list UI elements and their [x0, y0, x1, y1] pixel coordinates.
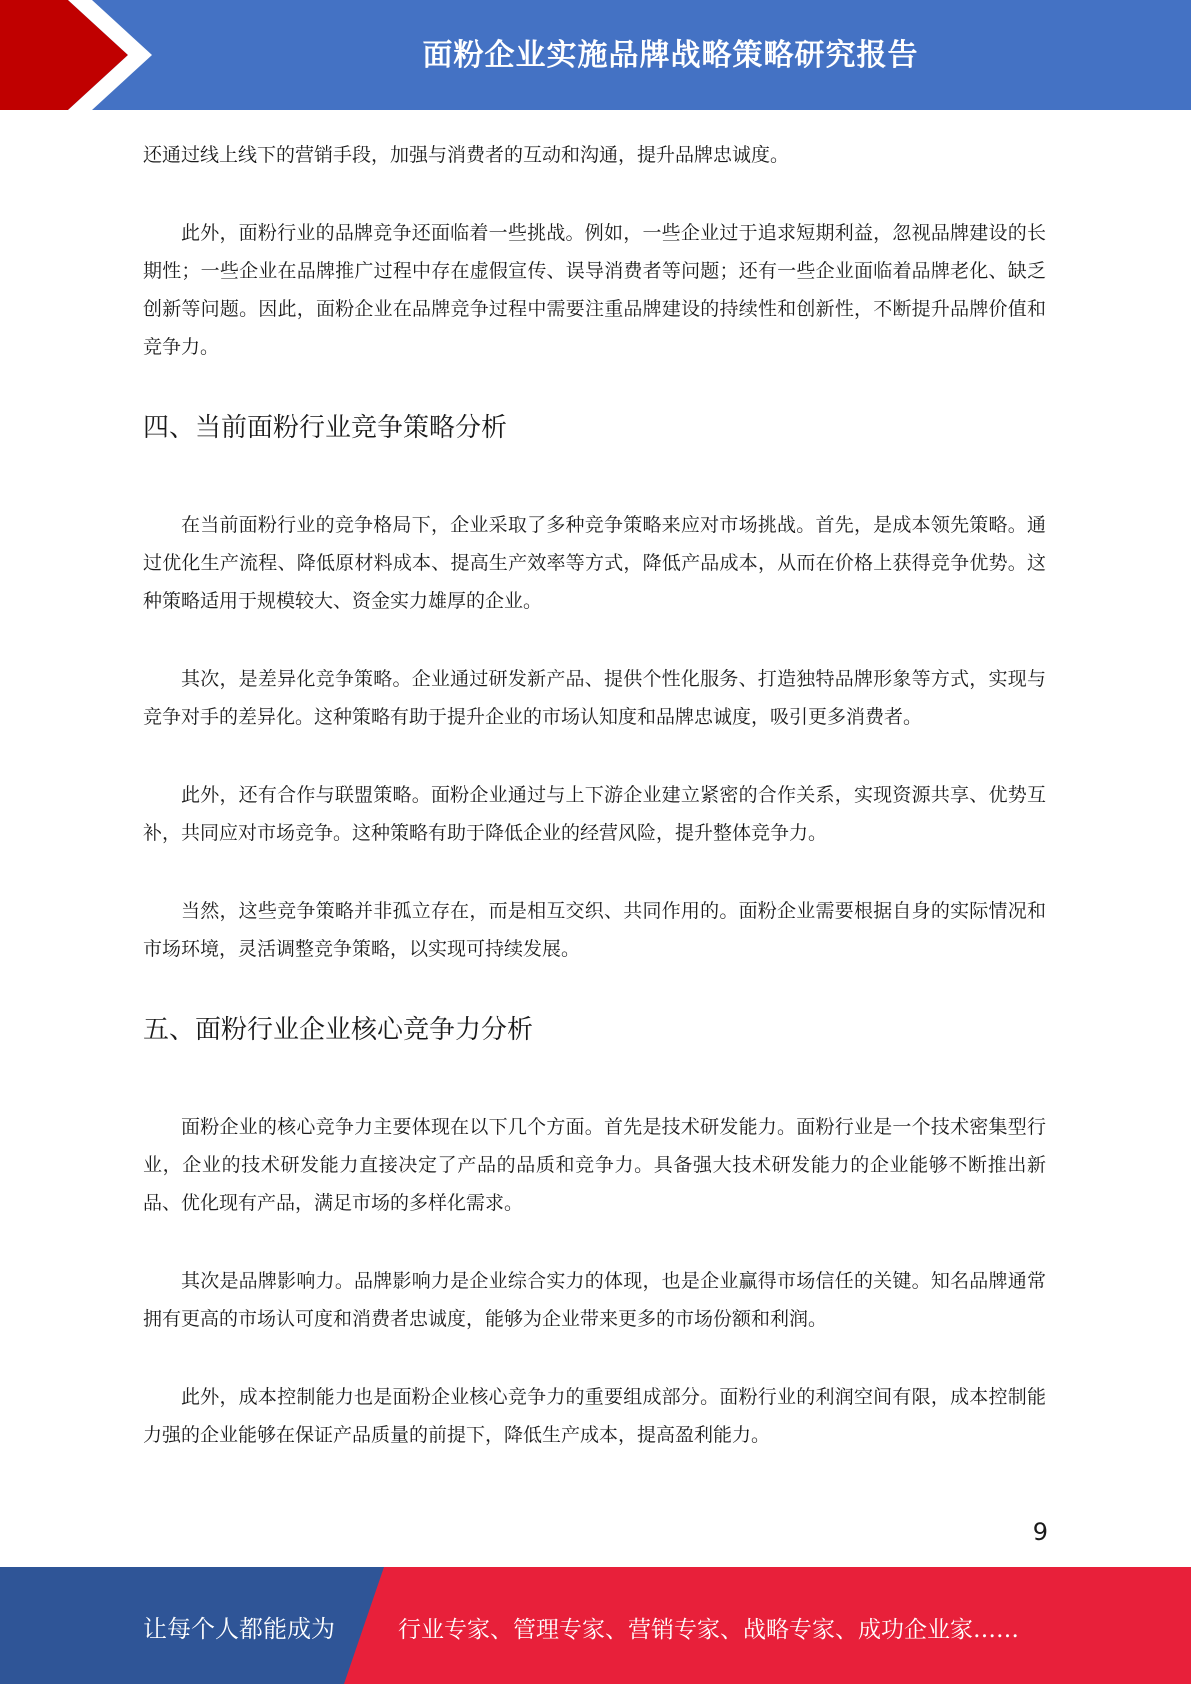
- paragraph: 当然，这些竞争策略并非孤立存在，而是相互交织、共同作用的。面粉企业需要根据自身的实际情况和市场环境，灵活调整竞争策略，以实现可持续发展。: [143, 900, 1046, 960]
- page-number: 9: [1032, 1518, 1048, 1546]
- paragraph: 其次是品牌影响力。品牌影响力是企业综合实力的体现，也是企业赢得市场信任的关键。知名品牌通常拥有更高的市场认可度和消费者忠诚度，能够为企业带来更多的市场份额和利润。: [143, 1270, 1046, 1330]
- paragraph: 其次，是差异化竞争策略。企业通过研发新产品、提供个性化服务、打造独特品牌形象等方式，实现与竞争对手的差异化。这种策略有助于提升企业的市场认知度和品牌忠诚度，吸引更多消费者。: [143, 668, 1046, 728]
- page-footer: [0, 1567, 1191, 1684]
- page-header: [0, 0, 1191, 110]
- page-content: [143, 136, 1046, 1454]
- footer-slogan-left: 让每个人都能成为: [143, 1615, 335, 1643]
- section-heading-5: 五、面粉行业企业核心竞争力分析: [143, 1015, 534, 1045]
- header-chevron-graphic: [0, 0, 160, 110]
- footer-slogan-right: 行业专家、管理专家、营销专家、战略专家、成功企业家……: [398, 1617, 1019, 1643]
- section-heading-4: 四、当前面粉行业竞争策略分析: [143, 413, 508, 443]
- paragraph: 此外，面粉行业的品牌竞争还面临着一些挑战。例如，一些企业过于追求短期利益，忽视品牌建设的长期性；一些企业在品牌推广过程中存在虚假宣传、误导消费者等问题；还有一些企业面临着品牌老化、缺乏创新等问题。因此，面粉企业在品牌竞争过程中需要注重品牌建设的持续性和创新性，不断提升品牌价值和竞争力。: [143, 222, 1046, 358]
- paragraph: 此外，成本控制能力也是面粉企业核心竞争力的重要组成部分。面粉行业的利润空间有限，成本控制能力强的企业能够在保证产品质量的前提下，降低生产成本，提高盈利能力。: [143, 1386, 1046, 1446]
- paragraph: 还通过线上线下的营销手段，加强与消费者的互动和沟通，提升品牌忠诚度。: [143, 144, 790, 166]
- paragraph: 在当前面粉行业的竞争格局下，企业采取了多种竞争策略来应对市场挑战。首先，是成本领先策略。通过优化生产流程、降低原材料成本、提高生产效率等方式，降低产品成本，从而在价格上获得竞争优势。这种策略适用于规模较大、资金实力雄厚的企业。: [143, 514, 1046, 612]
- paragraph: 此外，还有合作与联盟策略。面粉企业通过与上下游企业建立紧密的合作关系，实现资源共享、优势互补，共同应对市场竞争。这种策略有助于降低企业的经营风险，提升整体竞争力。: [143, 784, 1046, 844]
- report-title: 面粉企业实施品牌战略策略研究报告: [422, 38, 919, 73]
- paragraph: 面粉企业的核心竞争力主要体现在以下几个方面。首先是技术研发能力。面粉行业是一个技术密集型行业，企业的技术研发能力直接决定了产品的品质和竞争力。具备强大技术研发能力的企业能够不断推出新品、优化现有产品，满足市场的多样化需求。: [143, 1116, 1046, 1214]
